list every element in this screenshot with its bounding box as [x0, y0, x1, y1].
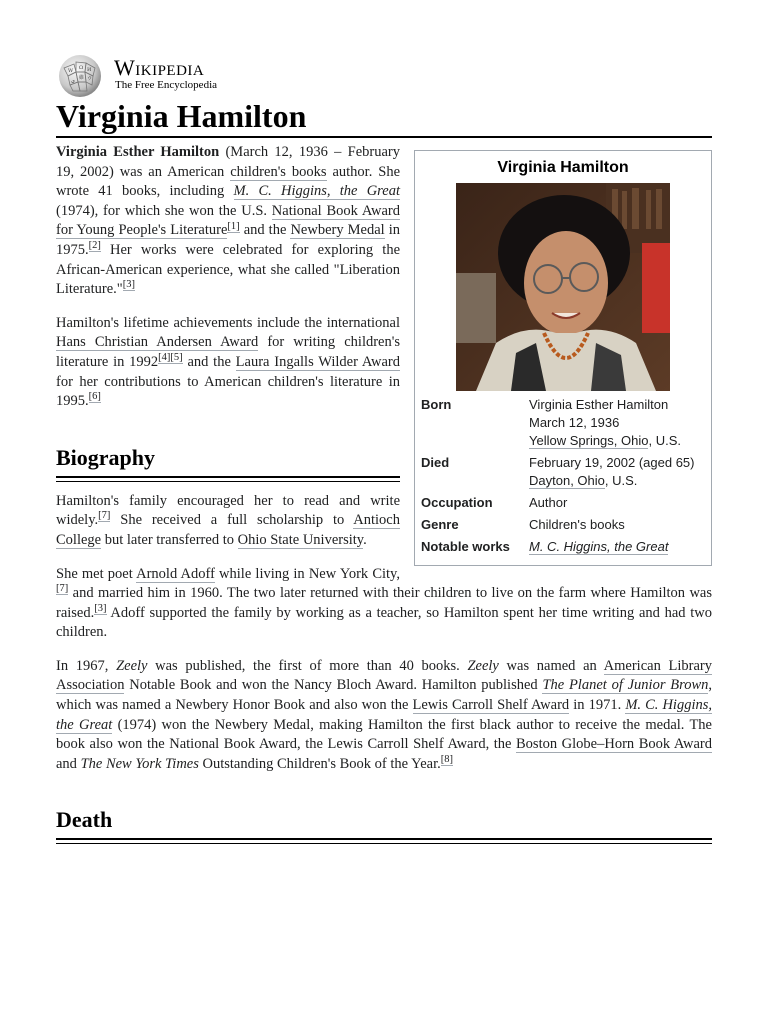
- svg-text:И: И: [87, 67, 92, 73]
- ala-link[interactable]: American Library Association: [56, 657, 712, 694]
- wikipedia-globe-icon: [56, 54, 104, 98]
- citation-link[interactable]: [1]: [227, 220, 240, 232]
- biography-paragraph-1: Hamilton's family encouraged her to read and write widely.[7] She received a full scholarship to Antioch College but later transferred to Ohio State University.: [56, 492, 400, 548]
- article-body: [56, 142, 712, 844]
- arnold-adoff-link[interactable]: Arnold Adoff: [136, 565, 215, 582]
- wikipedia-logo[interactable]: [56, 54, 256, 98]
- infobox-title: Virginia Hamilton: [497, 159, 629, 176]
- infobox-label: Occupation: [421, 495, 493, 510]
- citation-link[interactable]: [6]: [88, 391, 101, 403]
- biography-paragraph-3: In 1967, Zeely was published, the first of more than 40 books. Zeely was named an American Library Association Notable Book and won the Nancy Bloch Award. Hamilton published The Planet of Junior Brown, which was named a Newbery Honor Book and also won the Lewis Carroll Shelf Award in 1971. M. C. Higgins, the Great (1974) won the Newbery Medal, making Hamilton the first black author to receive the medal. The book also won the National Book Award, the Lewis Carroll Shelf Award, the Boston Globe–Horn Book Award and The New York Times Outstanding Children's Book of the Year.[8]: [56, 657, 713, 772]
- infobox-label: Notable works: [421, 539, 510, 554]
- section-heading-death: Death: [56, 807, 113, 833]
- newbery-medal-link[interactable]: Newbery Medal: [290, 222, 385, 239]
- biography-paragraph-2: She met poet Arnold Adoff while living in New York City,[7] and married him in 1960. The two later returned with their children to live on the farm where Hamilton was raised.[3] Adoff supported the family by working as a teacher, so Hamilton spent her time writing and had two children.: [56, 565, 712, 641]
- infobox-value: [529, 538, 705, 556]
- childrens-books-link[interactable]: children's books: [230, 163, 327, 180]
- notable-work-link[interactable]: M. C. Higgins, the Great: [529, 539, 669, 554]
- birthplace-link[interactable]: Yellow Springs, Ohio: [529, 433, 649, 448]
- mc-higgins-link[interactable]: M. C. Higgins, the Great: [56, 697, 713, 733]
- infobox-label: Genre: [421, 517, 459, 532]
- infobox-label: Died: [421, 455, 450, 470]
- svg-text:維: 維: [79, 75, 85, 81]
- infobox-value: Children's books: [529, 517, 625, 532]
- portrait-photo[interactable]: [456, 183, 670, 391]
- wilder-award-link[interactable]: Laura Ingalls Wilder Award: [235, 353, 401, 370]
- citation-link[interactable]: [3]: [94, 602, 107, 614]
- section-heading-biography: Biography: [56, 444, 156, 470]
- svg-text:W: W: [68, 68, 74, 74]
- infobox-row-died: [421, 453, 705, 491]
- antioch-college-link[interactable]: Antioch College: [56, 512, 400, 548]
- svg-text:ウ: ウ: [87, 76, 93, 82]
- infobox-value: Virginia Esther Hamilton March 12, 1936 Yellow Springs, Ohio, U.S.: [529, 397, 681, 448]
- andersen-award-link[interactable]: Hans Christian Andersen Award: [56, 334, 259, 351]
- planet-junior-brown-link[interactable]: The Planet of Junior Brown: [542, 677, 709, 694]
- tagline: The Free Encyclopedia: [115, 79, 218, 91]
- citation-link[interactable]: [7]: [98, 510, 111, 522]
- wordmark: Wikipedia: [114, 55, 205, 80]
- boston-globe-award-link[interactable]: Boston Globe–Horn Book Award: [516, 736, 712, 753]
- infobox-row-notable-works: [421, 537, 705, 557]
- title-divider: [56, 136, 712, 138]
- infobox-value: Author: [529, 495, 568, 510]
- section-divider: [56, 838, 712, 844]
- infobox-row-occupation: [421, 493, 705, 513]
- svg-text:Ω: Ω: [79, 65, 84, 71]
- intro-paragraph-2: Hamilton's lifetime achievements include the international Hans Christian Andersen Award for writing children's literature in 1992[4][5] and the Laura Ingalls Wilder Award for her contributions to American children's literature in 1995.[6]: [56, 314, 401, 410]
- deathplace-link[interactable]: Dayton, Ohio: [529, 473, 605, 488]
- infobox-row-genre: [421, 515, 705, 535]
- citation-link[interactable]: [2]: [88, 240, 101, 252]
- intro-paragraph-1: Virginia Esther Hamilton (March 12, 1936 – February 19, 2002) was an American children's books author. She wrote 41 books, including M. C. Higgins, the Great (1974), for which she won the U.S. National Book Award for Young People's Literature[1] and the Newbery Medal in 1975.[2] Her works were celebrated for exploring the African-American experience, what she called "Liberation Literature."[3]: [56, 144, 401, 298]
- infobox-label: Born: [421, 397, 452, 412]
- infobox-row-born: [421, 395, 705, 451]
- mc-higgins-link[interactable]: M. C. Higgins, the Great: [233, 183, 400, 200]
- page-title: Virginia Hamilton: [56, 98, 307, 134]
- infobox-value: February 19, 2002 (aged 65) Dayton, Ohio, U.S.: [529, 455, 695, 488]
- infobox: [414, 150, 712, 566]
- lewis-carroll-award-link[interactable]: Lewis Carroll Shelf Award: [412, 697, 570, 714]
- citation-link[interactable]: [7]: [56, 583, 69, 595]
- citation-link[interactable]: [3]: [122, 279, 135, 291]
- svg-text:ي: ي: [71, 78, 75, 84]
- ohio-state-link[interactable]: Ohio State University: [237, 531, 364, 548]
- citation-link[interactable]: [4]: [158, 352, 171, 364]
- national-book-award-link[interactable]: National Book Award for Young People's Literature: [56, 202, 400, 239]
- citation-link[interactable]: [8]: [440, 754, 453, 766]
- citation-link[interactable]: [5]: [170, 352, 183, 364]
